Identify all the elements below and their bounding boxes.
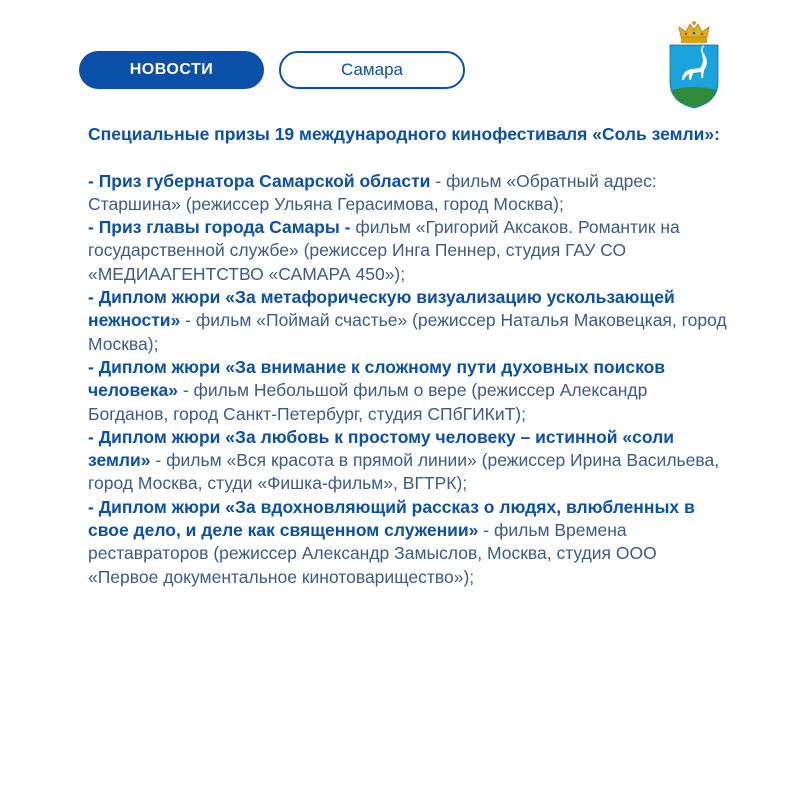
news-category-button[interactable] [79,51,264,89]
prize-item [88,286,728,356]
prize-item [88,426,728,496]
prize-item [88,216,728,286]
prize-title: - Диплом жюри «За метафорическую визуализацию ускользающей нежности» [88,287,675,331]
prize-text: - фильм Времена реставраторов (режиссер Александр Замыслов, Москва, студия ООО «Первое документальное кинотоварищество»); [88,520,657,587]
city-tag-label: Самара [341,60,403,79]
crown-icon [679,21,709,43]
prize-item [88,356,728,426]
prize-text: - фильм Небольшой фильм о вере (режиссер Александр Богданов, город Санкт-Петербург, студия СПбГИКиТ); [88,380,648,424]
prize-title: - Диплом жюри «За любовь к простому человеку – истинной «соли земли» [88,426,675,471]
samara-coat-of-arms-icon [666,20,722,110]
spacer [88,146,728,169]
news-category-label: НОВОСТИ [129,61,214,78]
prize-title: - Приз губернатора Самарской области [88,170,431,191]
prize-title: - Диплом жюри «За внимание к сложному пути духовных поисков человека» [88,356,666,401]
prize-text: фильм «Григорий Аксаков. Романтик на государственной службе» (режиссер Инга Пеннер, студия ГАУ СО «МЕДИААГЕНТСТВО «САМАРА 450»); [88,217,680,284]
prize-title: - Диплом жюри «За вдохновляющий рассказ о людях, влюбленных в свое дело, и деле как священном служении» [88,496,695,541]
prize-item [88,170,728,217]
city-tag-button[interactable] [279,51,465,89]
prize-title: - Приз главы города Самары - [88,217,351,238]
article-heading: Специальные призы 19 международного кинофестиваля «Соль земли»: [88,124,720,144]
article-body [88,123,728,589]
prize-text: - фильм «Обратный адрес: Старшина» (режиссер Ульяна Герасимова, город Москва); [88,170,657,214]
prize-text: - фильм «Поймай счастье» (режиссер Наталья Маковецкая, город Москва); [88,310,727,354]
prize-item [88,496,728,589]
prize-text: - фильм «Вся красота в прямой линии» (режиссер Ирина Васильева, город Москва, студи «Фишка-фильм», ВГТРК); [88,450,720,494]
